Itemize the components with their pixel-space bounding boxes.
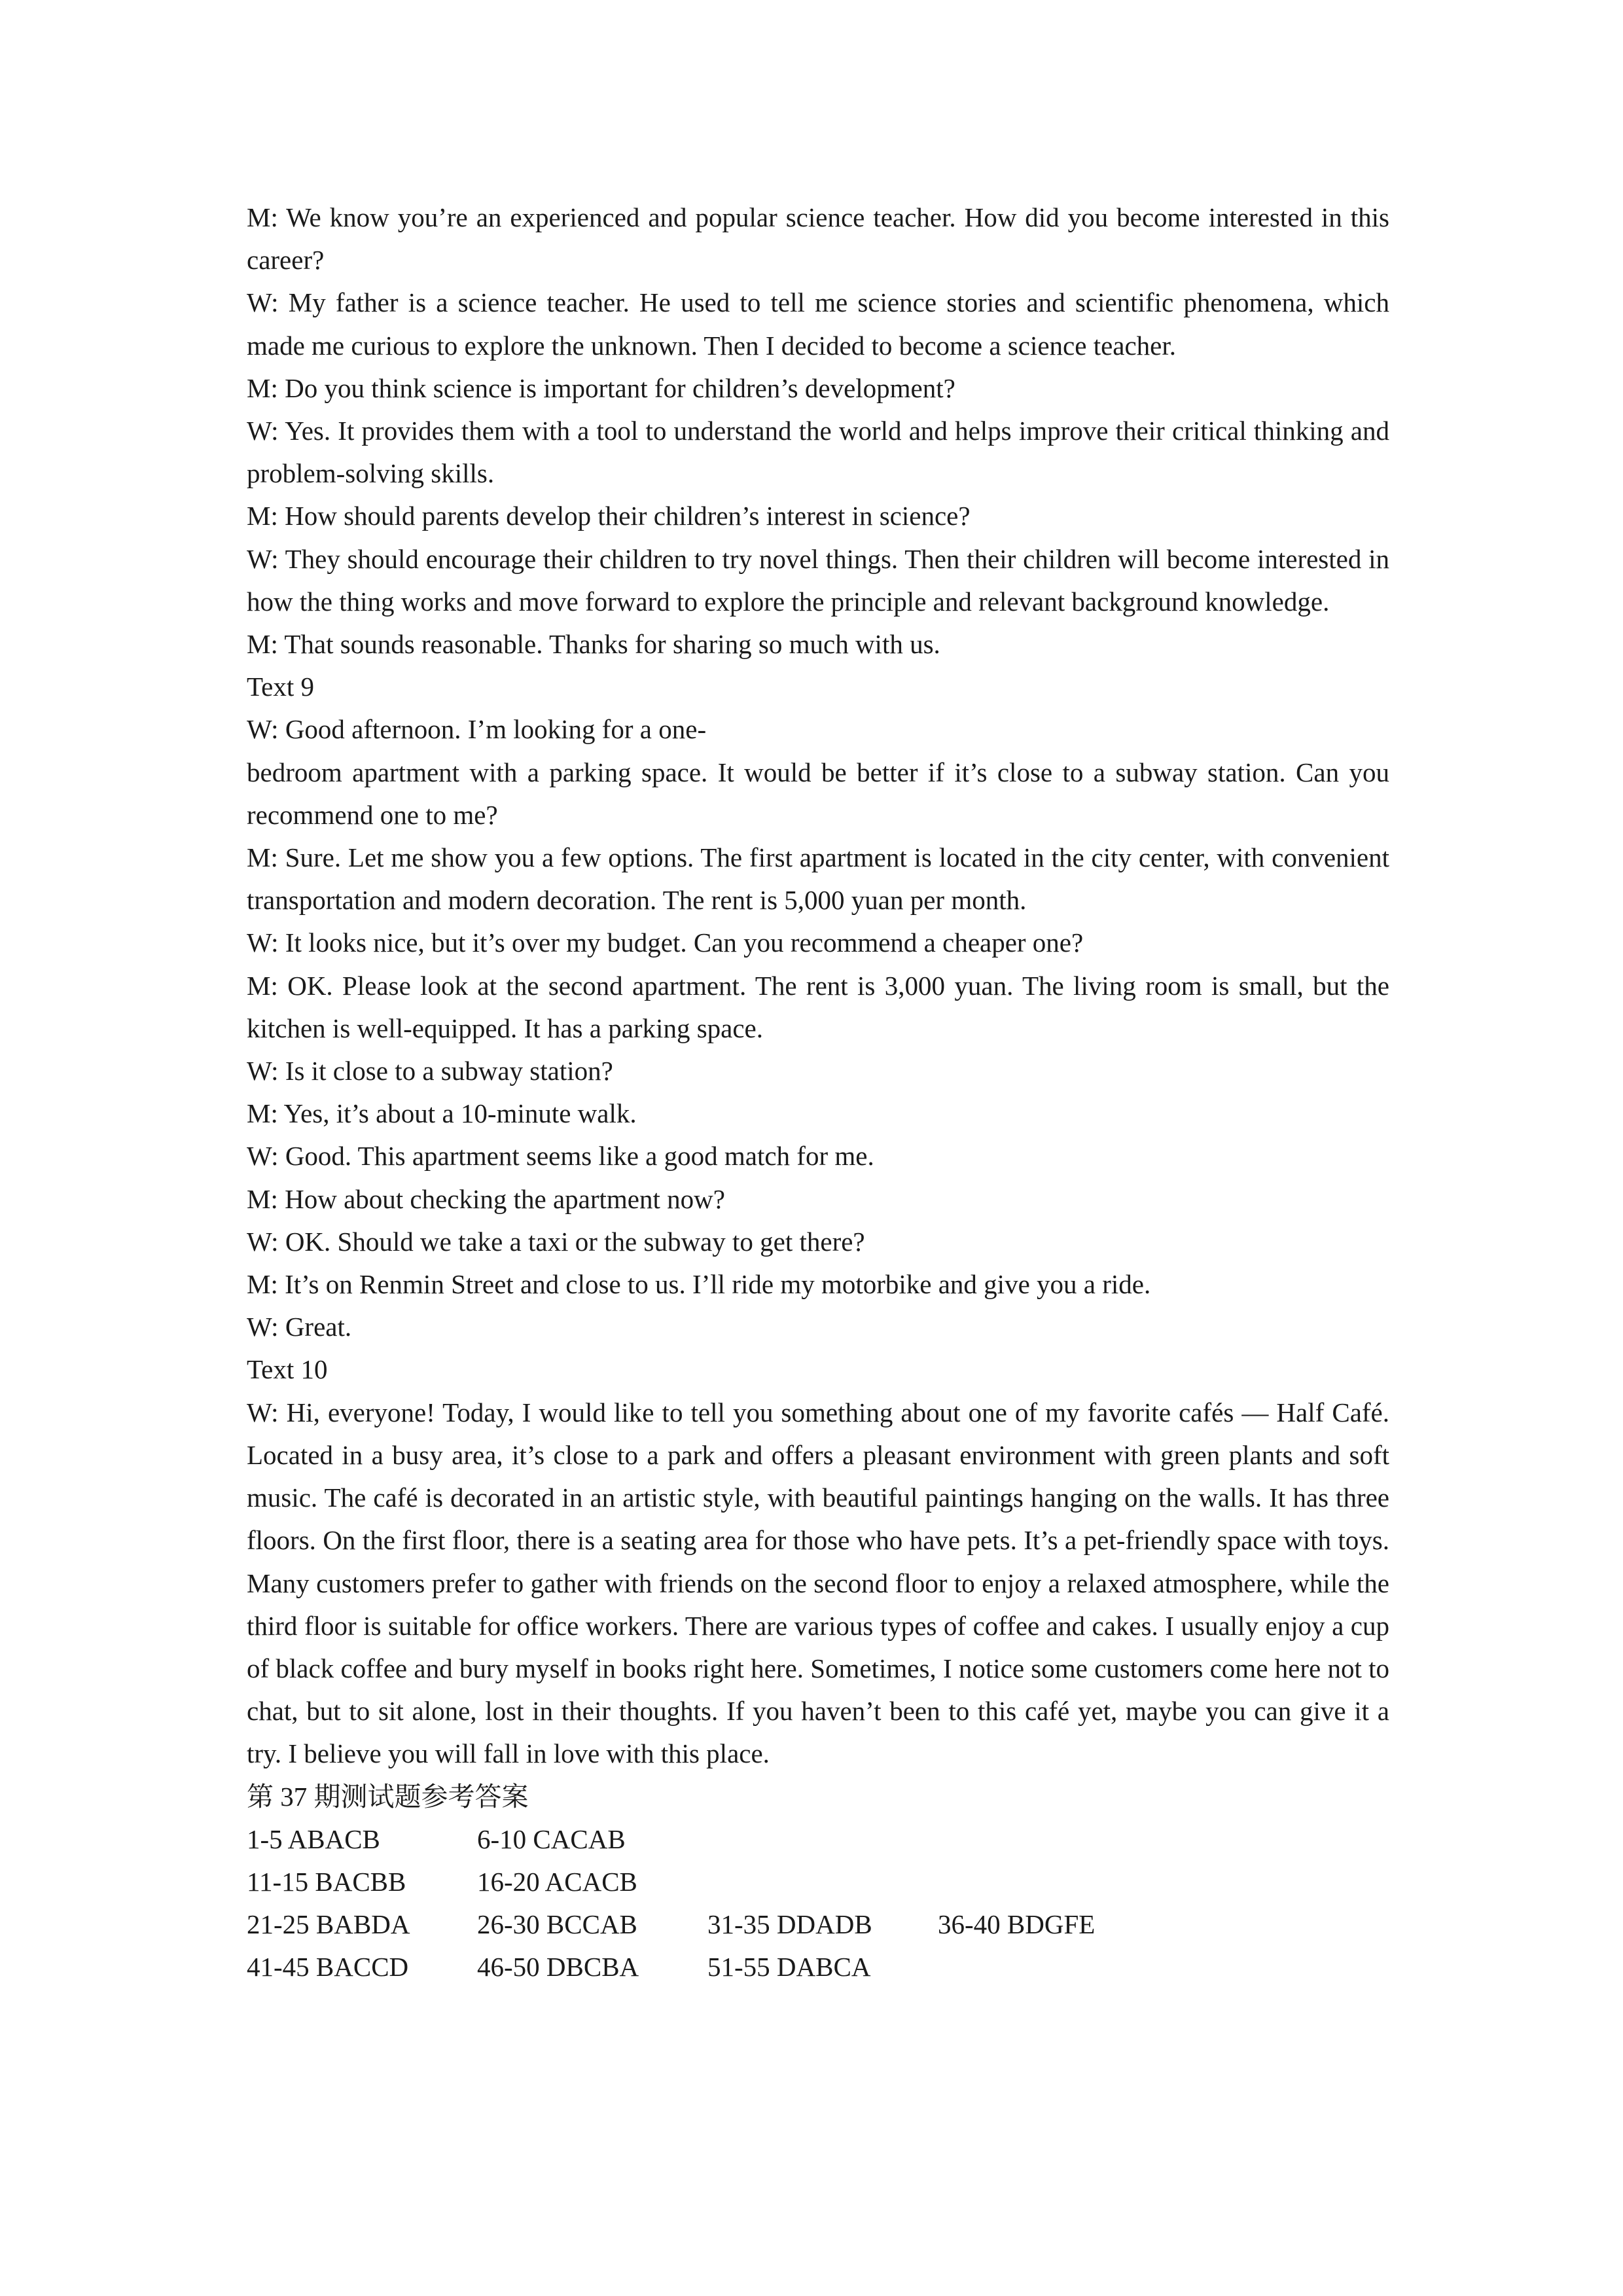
- dialogue-line: M: We know you’re an experienced and popular science teacher. How did you become interested in this career?: [247, 202, 1389, 276]
- answer-group: 46-50 DBCBA: [477, 1952, 639, 1982]
- dialogue-line: W: It looks nice, but it’s over my budget. Can you recommend a cheaper one?: [247, 927, 1084, 958]
- dialogue-line: W: My father is a science teacher. He used to tell me science stories and scientific phenomena, which made me curious to explore the unknown. Then I decided to become a science teacher.: [247, 287, 1389, 361]
- dialogue-line: M: That sounds reasonable. Thanks for sharing so much with us.: [247, 629, 940, 660]
- dialogue-line: W: Is it close to a subway station?: [247, 1056, 613, 1086]
- answer-group: 16-20 ACACB: [477, 1866, 637, 1897]
- answer-group: 21-25 BABDA: [247, 1909, 410, 1940]
- dialogue-line: M: How about checking the apartment now?: [247, 1183, 725, 1214]
- answer-group: 26-30 BCCAB: [477, 1909, 637, 1940]
- dialogue-line: M: Yes, it’s about a 10-minute walk.: [247, 1098, 637, 1129]
- document-page: [247, 196, 1389, 1988]
- dialogue-line: W: Great.: [247, 1312, 352, 1342]
- dialogue-line: M: It’s on Renmin Street and close to us. I’ll ride my motorbike and give you a ride.: [247, 1269, 1151, 1300]
- dialogue-line: W: Good afternoon. I’m looking for a one-: [247, 714, 707, 745]
- answer-row: [247, 1903, 1389, 1946]
- text9-section: [247, 666, 1389, 1348]
- section-heading: Text 9: [247, 672, 315, 702]
- section-heading: Text 10: [247, 1354, 328, 1385]
- text8-dialogue: [247, 196, 1389, 666]
- dialogue-line: W: Good. This apartment seems like a good match for me.: [247, 1141, 874, 1172]
- answer-group: 51-55 DABCA: [707, 1952, 871, 1982]
- dialogue-line: W: They should encourage their children to try novel things. Then their children will become interested in how the thing works and move forward to explore the principle and relevant background knowledge.: [247, 543, 1389, 617]
- answer-group: 36-40 BDGFE: [938, 1909, 1096, 1940]
- dialogue-line: W: OK. Should we take a taxi or the subway to get there?: [247, 1226, 865, 1257]
- answer-row: [247, 1861, 1389, 1903]
- dialogue-line: W: Yes. It provides them with a tool to understand the world and helps improve their critical thinking and problem-solving skills.: [247, 416, 1389, 489]
- answer-group: 31-35 DDADB: [707, 1909, 872, 1940]
- answer-group: 1-5 ABACB: [247, 1823, 380, 1854]
- answer-row: [247, 1946, 1389, 1988]
- text10-section: [247, 1348, 1389, 1775]
- answer-row: [247, 1818, 1389, 1861]
- dialogue-line: M: Sure. Let me show you a few options. The first apartment is located in the city center, with convenient transportation and modern decoration. The rent is 5,000 yuan per month.: [247, 842, 1389, 916]
- answer-group: 41-45 BACCD: [247, 1952, 409, 1982]
- dialogue-line: M: Do you think science is important for children’s development?: [247, 372, 955, 403]
- answer-key-heading: 第 37 期测试题参考答案: [247, 1781, 529, 1812]
- dialogue-line: M: OK. Please look at the second apartment. The rent is 3,000 yuan. The living room is small, but the kitchen is well-equipped. It has a parking space.: [247, 970, 1389, 1043]
- dialogue-line: M: How should parents develop their children’s interest in science?: [247, 501, 971, 531]
- monologue-paragraph: W: Hi, everyone! Today, I would like to tell you something about one of my favorite cafés — Half Café. Located in a busy area, it’s close to a park and offers a pleasant environment with green plants and soft music. The café is decorated in an artistic style, with beautiful paintings hanging on the walls. It has three floors. On the first floor, there is a seating area for those who have pets. It’s a pet-friendly space with toys. Many customers prefer to gather with friends on the second floor to enjoy a relaxed atmosphere, while the third floor is suitable for office workers. There are various types of coffee and cakes. I usually enjoy a cup of black coffee and bury myself in books right here. Sometimes, I notice some customers come here not to chat, but to sit alone, lost in their thoughts. If you haven’t been to this café yet, maybe you can give it a try. I believe you will fall in love with this place.: [247, 1397, 1389, 1769]
- answer-group: 6-10 CACAB: [477, 1823, 626, 1854]
- answer-group: 11-15 BACBB: [247, 1866, 406, 1897]
- answer-key: [247, 1776, 1389, 1989]
- dialogue-line: bedroom apartment with a parking space. It would be better if it’s close to a subway station. Can you recommend one to me?: [247, 757, 1389, 830]
